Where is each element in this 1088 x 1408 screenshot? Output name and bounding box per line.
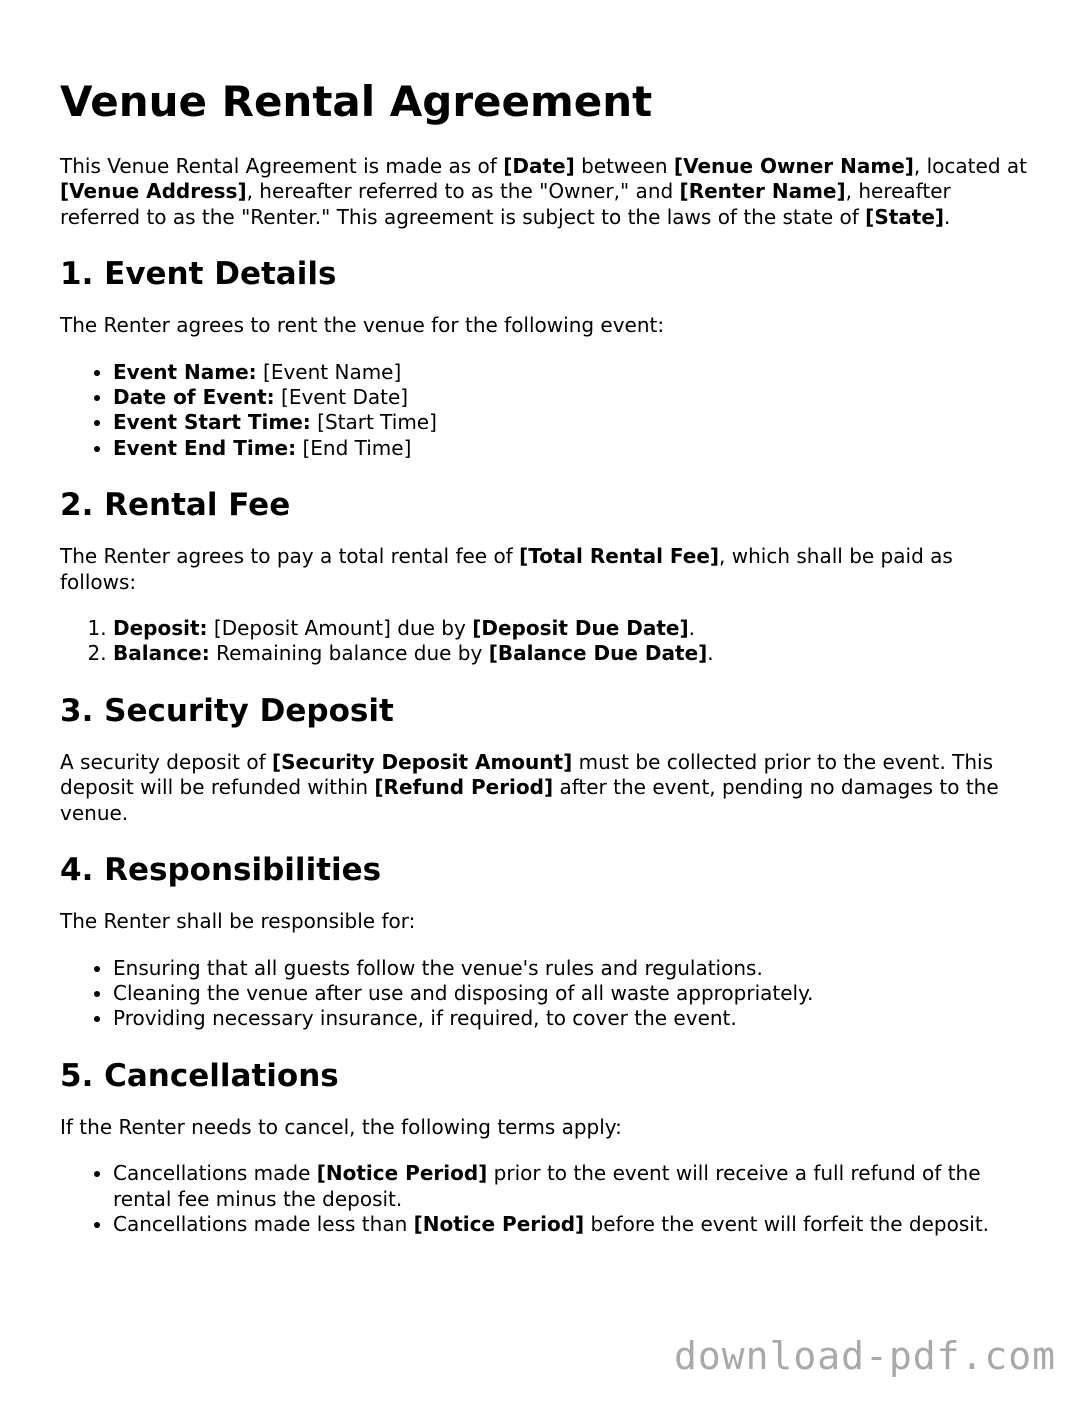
document-page [60,72,1035,1258]
section-heading-responsibilities: 4. Responsibilities [60,852,382,889]
list-item: • Event Start Time: [Start Time] [113,410,1035,435]
list-item: • Ensuring that all guests follow the venue's rules and regulations. [113,956,1035,981]
list-item: • Cancellations made [Notice Period] prior to the event will receive a full refund of the rental fee minus the deposit. [113,1161,1035,1212]
rental-fee-paragraph: The Renter agrees to pay a total rental fee of [Total Rental Fee], which shall be paid as follows: [60,544,953,594]
section-heading-event-details: 1. Event Details [60,256,337,293]
responsibilities-list [60,956,1035,1032]
cancellations-intro: If the Renter needs to cancel, the following terms apply: [60,1114,622,1139]
renter-placeholder: [Renter Name] [679,179,846,204]
address-placeholder: [Venue Address] [60,179,247,204]
list-item: • Date of Event: [Event Date] [113,385,1035,410]
watermark: download-pdf.com [673,1334,1056,1378]
list-item: • Cleaning the venue after use and disposing of all waste appropriately. [113,981,1035,1006]
list-item: • Event Name: [Event Name] [113,360,1035,385]
section-heading-rental-fee: 2. Rental Fee [60,487,291,524]
list-item: • Providing necessary insurance, if required, to cover the event. [113,1006,1035,1031]
responsibilities-intro: The Renter shall be responsible for: [60,909,416,934]
date-placeholder: [Date] [503,154,575,178]
intro-paragraph: This Venue Rental Agreement is made as of [Date] between [Venue Owner Name], located at [Venue Address], hereafter referred to as the "Owner," and [Renter Name], hereafter referred to as the "Renter." This agreement is subject to the laws of the state of [State]. [60,154,1027,229]
event-details-list [60,360,1035,462]
section-heading-security-deposit: 3. Security Deposit [60,692,394,729]
list-item: 2. Balance: Remaining balance due by [Balance Due Date]. [113,641,1035,666]
owner-placeholder: [Venue Owner Name] [673,154,914,178]
list-item: 1. Deposit: [Deposit Amount] due by [Deposit Due Date]. [113,616,1035,641]
event-details-intro: The Renter agrees to rent the venue for the following event: [60,313,665,338]
cancellations-list [60,1161,1035,1237]
security-deposit-paragraph: A security deposit of [Security Deposit Amount] must be collected prior to the event. This deposit will be refunded within [Refund Period] after the event, pending no damages to the venue. [60,749,999,825]
state-placeholder: [State] [865,204,945,229]
list-item: • Event End Time: [End Time] [113,436,1035,461]
list-item: • Cancellations made less than [Notice Period] before the event will forfeit the deposit. [113,1212,1035,1237]
document-title: Venue Rental Agreement [60,77,653,126]
section-heading-cancellations: 5. Cancellations [60,1057,339,1094]
payment-schedule-list [60,616,1035,667]
